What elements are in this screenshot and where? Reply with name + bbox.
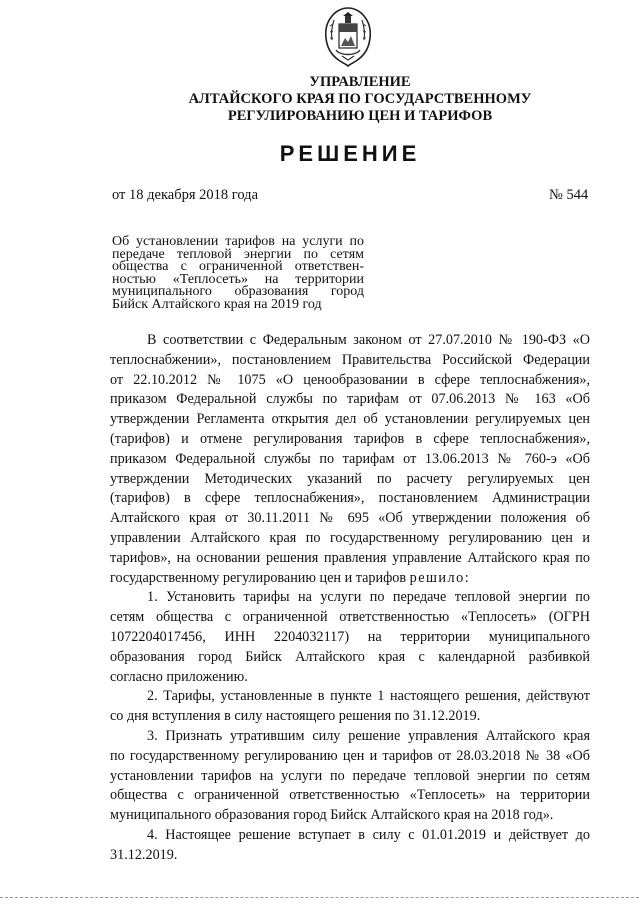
decision-date: от 18 декабря 2018 года [112, 187, 258, 203]
body-line: муниципального образования город Бийск Алтайского края на 2018 год». [110, 807, 554, 824]
body-line: 3. Признать утратившим силу решение управления Алтайского края [147, 727, 590, 744]
body-line: установлении тарифов на услуги по передаче тепловой энергии по сетям [110, 767, 590, 784]
body-line: В соответствии с Федеральным законом от 27.07.2010 № 190-ФЗ «О [147, 332, 590, 348]
body-line [110, 569, 590, 589]
subject-line: муниципального образования город [112, 284, 364, 300]
body-line: приказом Федеральной службы по тарифам от 13.06.2013 № 760-э «Об [110, 450, 590, 467]
body-line: 2. Тарифы, установленные в пункте 1 настоящего решения, действуют [147, 688, 590, 705]
body-line: от 22.10.2012 № 1075 «О ценообразовании в сфере теплоснабжения», [110, 371, 590, 388]
agency-name-line-1: УПРАВЛЕНИЕ [309, 74, 411, 90]
decision-subject [112, 236, 364, 312]
body-line: (тарифов) в сфере теплоснабжения», постановлением Администрации [110, 490, 590, 507]
body-line: 31.12.2019. [110, 846, 178, 863]
subject-line: ностью «Теплосеть» на территории [112, 271, 364, 287]
document-title: РЕШЕНИЕ [279, 141, 421, 166]
decision-number: № 544 [549, 187, 589, 203]
body-line: управлении Алтайского края по государственному регулированию цен и [110, 529, 590, 546]
decision-body [110, 331, 590, 866]
subject-line: Об установлении тарифов на услуги по [112, 234, 364, 249]
body-line: 1. Установить тарифы на услуги по передаче тепловой энергии по [147, 589, 590, 606]
body-line: сетям общества с ограниченной ответственностью «Теплосеть» (ОГРН [110, 609, 590, 626]
coat-of-arms-emblem [322, 6, 374, 68]
body-line: утверждении Регламента открытия дел об установлении регулируемых цен [110, 411, 590, 428]
subject-line: передаче тепловой энергии по сетям [112, 246, 364, 262]
body-line: со дня вступления в силу настоящего решения по 31.12.2019. [110, 708, 481, 725]
body-line: 4. Настоящее решение вступает в силу с 01.01.2019 и действует до [147, 826, 590, 843]
body-line: 1072204017456, ИНН 2204032117) на территории муниципального [110, 628, 590, 645]
page-bottom-border [0, 897, 639, 898]
body-line: приказом Федеральной службы по тарифам от 07.06.2013 № 163 «Об [110, 391, 590, 408]
body-line: тарифов», на основании решения правления управление Алтайского края по [110, 549, 590, 566]
body-line: общества с ограниченной ответственностью «Теплосеть» на территории [110, 787, 590, 804]
body-line: Алтайского края от 30.11.2011 № 695 «Об утверждении положения об [110, 510, 590, 527]
agency-name-line-3: РЕГУЛИРОВАНИЮ ЦЕН И ТАРИФОВ [227, 108, 493, 124]
body-line: согласно приложению. [110, 668, 248, 685]
subject-line: общества с ограниченной ответствен- [112, 259, 364, 275]
body-line: образования город Бийск Алтайского края с календарной разбивкой [110, 648, 590, 665]
body-line: теплоснабжении», постановлением Правительства Российской Федерации [110, 351, 590, 368]
decided-word: решило: [409, 569, 471, 586]
body-line: утверждении Методических указаний по расчету регулируемых цен [110, 470, 590, 487]
body-line: по государственному регулированию цен и тарифов от 28.03.2018 № 38 «Об [110, 747, 590, 764]
body-line: (тарифов) и отмене регулирования тарифов в сфере теплоснабжения», [110, 430, 590, 447]
subject-line: Бийск Алтайского края на 2019 год [112, 296, 322, 312]
agency-name-line-2: АЛТАЙСКОГО КРАЯ ПО ГОСУДАРСТВЕННОМУ [188, 91, 532, 107]
body-line-text: государственному регулированию цен и тарифов [110, 569, 407, 586]
